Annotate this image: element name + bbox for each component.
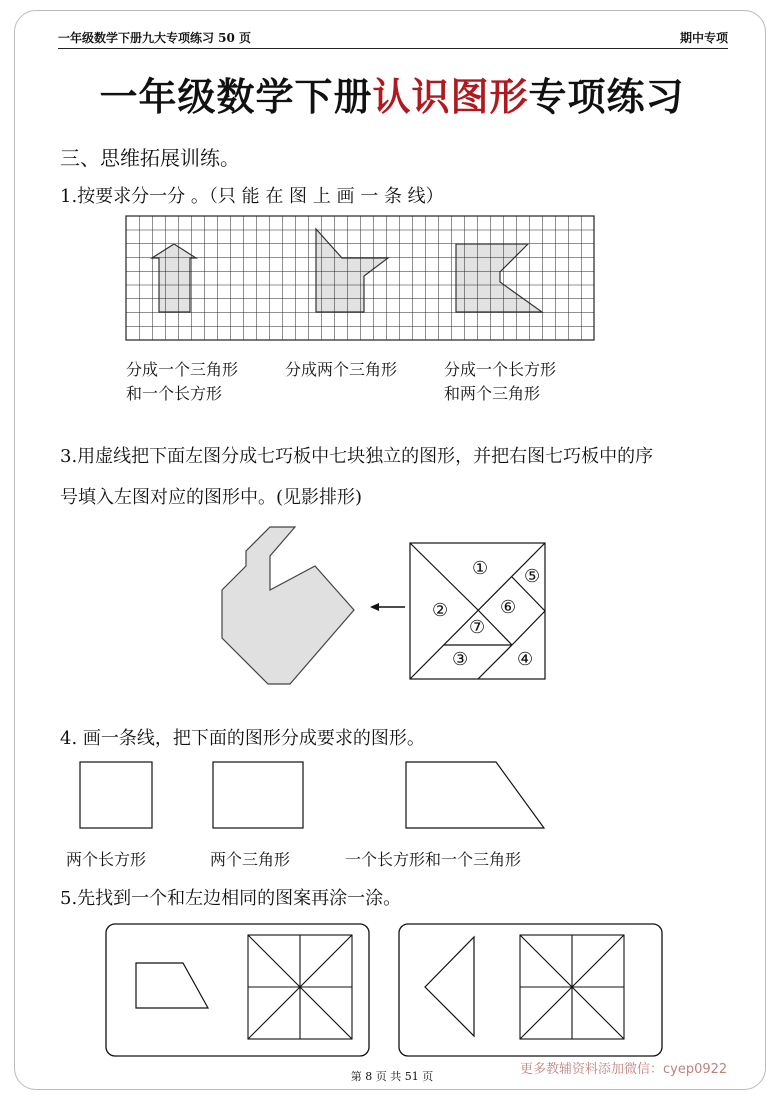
- tangram-piece-1: ①: [472, 558, 489, 579]
- q5-prompt: 5.先找到一个和左边相同的图案再涂一涂。: [60, 888, 402, 909]
- q4-label-1: 两个长方形: [66, 850, 147, 869]
- q1-label-3-line1: 分成一个长方形: [444, 360, 557, 379]
- section-heading: 三、思维拓展训练。: [60, 146, 240, 170]
- title-prefix: 一年级数学下册: [99, 74, 373, 119]
- q1-label-1-line1: 分成一个三角形: [126, 360, 239, 379]
- q5-triangle: [425, 937, 474, 1036]
- q4-prompt: 4. 画一条线，把下面的图形分成要求的图形。: [60, 728, 425, 749]
- q1-label-3-line2: 和两个三角形: [444, 384, 541, 403]
- tangram-piece-6: ⑥: [500, 597, 517, 618]
- q5-panel-left: [106, 924, 369, 1056]
- header-left-text: 一年级数学下册九大专项练习 50 页: [58, 31, 252, 45]
- q5-panel-right: [399, 924, 662, 1056]
- header-right-text: 期中专项: [679, 31, 728, 45]
- tangram-piece-5: ⑤: [524, 566, 541, 587]
- q1-label-2-line1: 分成两个三角形: [285, 360, 398, 379]
- q5-pattern-grid-left: [248, 935, 352, 1039]
- q5-pattern-grid-right: [520, 935, 624, 1039]
- tangram-piece-7: ⑦: [469, 617, 486, 638]
- q4-label-3: 一个长方形和一个三角形: [345, 850, 522, 869]
- page-footer: 第 8 页 共 51 页: [350, 1070, 434, 1083]
- q5-trapezoid: [136, 963, 208, 1008]
- q4-label-2: 两个三角形: [210, 850, 291, 869]
- title-accent: 认识图形: [372, 74, 529, 119]
- title-suffix: 专项练习: [528, 74, 685, 119]
- q3-prompt-line2: 号填入左图对应的图形中。(见影排形): [60, 487, 363, 508]
- q3-prompt-line1: 3.用虚线把下面左图分成七巧板中七块独立的图形，并把右图七巧板中的序: [60, 446, 654, 467]
- q1-prompt: 1.按要求分一分 。（只 能 在 图 上 画 一 条 线）: [60, 186, 444, 207]
- q1-label-1-line2: 和一个长方形: [126, 384, 223, 403]
- tangram-piece-3: ③: [452, 649, 469, 670]
- tangram-piece-4: ④: [517, 649, 534, 670]
- tangram-piece-2: ②: [432, 600, 449, 621]
- watermark: 更多教辅资料添加微信：cyep0922: [520, 1062, 728, 1077]
